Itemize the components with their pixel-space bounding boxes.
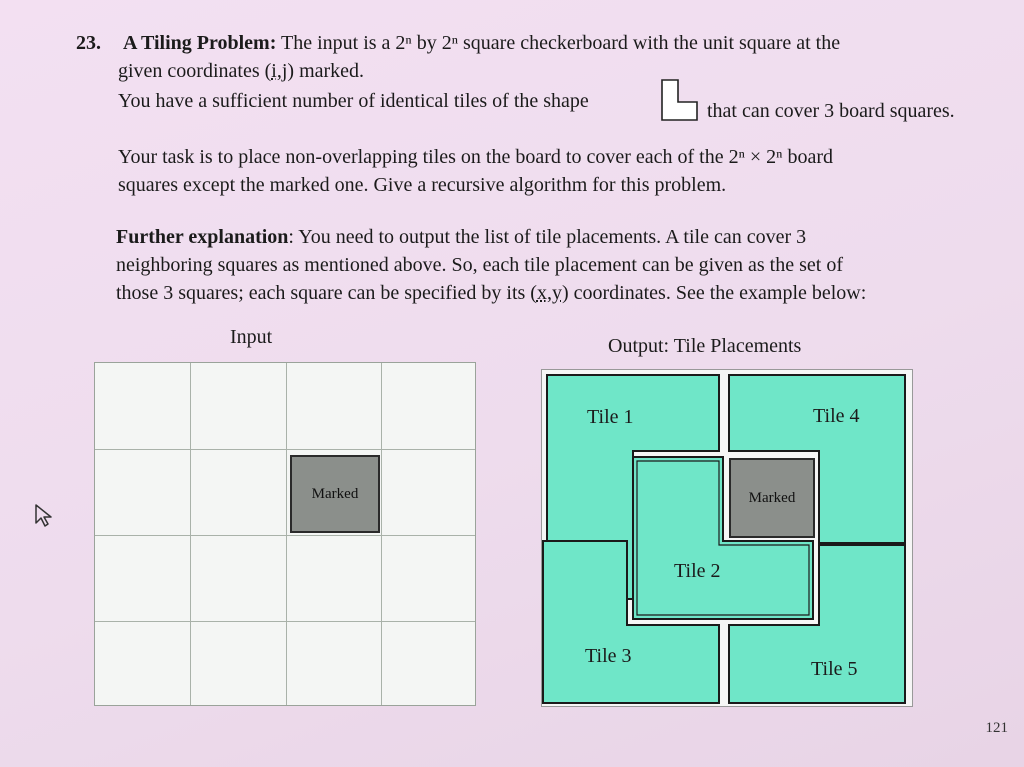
tile-5-label: Tile 5 (811, 658, 858, 680)
problem-number: 23. (76, 32, 101, 54)
tile-4-label: Tile 4 (813, 405, 860, 427)
tile-2-label: Tile 2 (674, 560, 721, 582)
task-text-2: squares except the marked one. Give a recursive algorithm for this problem. (118, 174, 727, 196)
l-tromino-shape-icon (660, 78, 700, 122)
output-marked-label: Marked (748, 489, 796, 506)
problem-line2-post: ) marked. (287, 60, 365, 82)
input-grid (94, 362, 476, 706)
task-line-1 (118, 146, 833, 168)
explanation-line-2 (116, 254, 843, 276)
problem-line3-post: that can cover 3 board squares. (707, 100, 955, 122)
mouse-cursor-icon (33, 503, 55, 529)
problem-line2-pre: given coordinates ( (118, 60, 272, 82)
output-caption: Output: Tile Placements (608, 335, 802, 357)
explanation-line-1 (116, 226, 806, 248)
input-caption: Input (230, 326, 273, 348)
problem-title: A Tiling Problem: (123, 32, 277, 54)
explanation-line-3 (116, 282, 866, 304)
square-coordinate: x,y (536, 282, 562, 304)
page-number: 121 (985, 720, 1008, 736)
explanation-text-2: neighboring squares as mentioned above. So, each tile placement can be given as the set of (116, 254, 843, 276)
explanation-text-3-post: ) coordinates. See the example below: (561, 282, 867, 304)
explanation-colon: : (288, 226, 294, 248)
task-text-1: Your task is to place non-overlapping tiles on the board to cover each of the 2ⁿ × 2ⁿ board (118, 146, 833, 168)
problem-line-3b (707, 100, 955, 122)
input-marked-label: Marked (311, 485, 359, 502)
input-marked-cell (290, 455, 380, 533)
output-marked-cell (729, 458, 815, 538)
problem-text: The input is a 2ⁿ by 2ⁿ square checkerboard with the unit square at the (281, 32, 841, 54)
tile-3-label: Tile 3 (585, 645, 632, 667)
problem-line3-pre: You have a sufficient number of identical tiles of the shape (118, 90, 589, 112)
explanation-heading: Further explanation (116, 226, 289, 248)
marked-coordinate: i,j (271, 60, 288, 82)
problem-line-1 (76, 32, 840, 54)
task-line-2 (118, 174, 726, 196)
tile-1-label: Tile 1 (587, 406, 634, 428)
explanation-text-1: You need to output the list of tile placements. A tile can cover 3 (298, 226, 807, 248)
problem-line-2 (118, 60, 364, 82)
tile-5 (727, 543, 909, 709)
problem-line-3 (118, 90, 589, 112)
explanation-text-3-pre: those 3 squares; each square can be specified by its ( (116, 282, 537, 304)
